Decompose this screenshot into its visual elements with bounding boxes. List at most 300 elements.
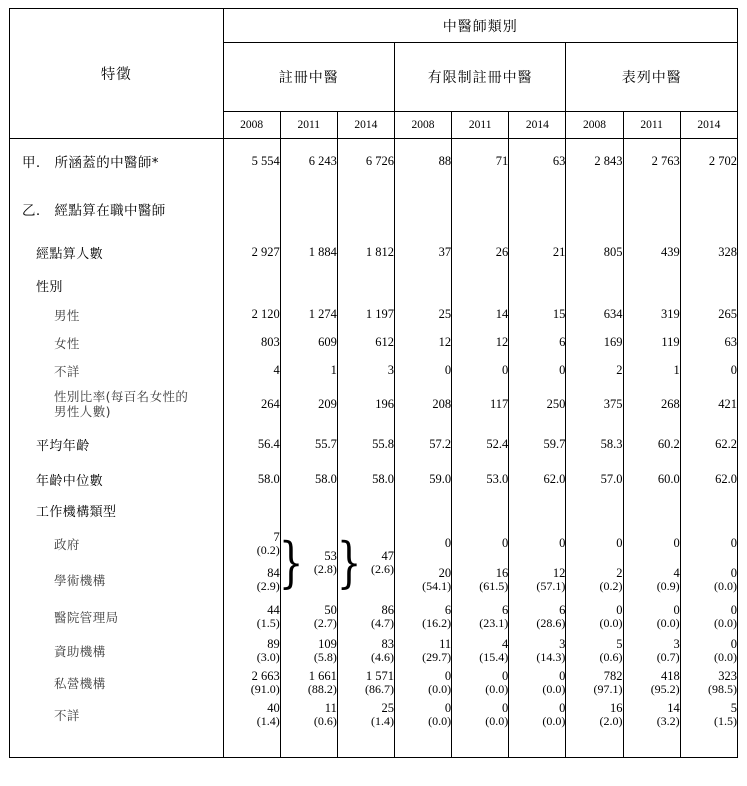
- cell-value: 196: [375, 397, 394, 412]
- row-label-inst-hospital-authority: 醫院管理局: [10, 599, 224, 635]
- footer-spacer-cell: [10, 731, 224, 758]
- table-row: [10, 425, 738, 465]
- header-row-super: [10, 9, 738, 43]
- cell-value: 0: [730, 536, 737, 551]
- table-row: [10, 301, 738, 329]
- table-row: [10, 465, 738, 495]
- cell-value: 0: [559, 536, 566, 551]
- cell-value: 6 243: [308, 153, 337, 168]
- cell-value: 62.2: [715, 437, 737, 452]
- table-footer-spacer: [10, 731, 738, 758]
- cell-value: 6: [444, 602, 452, 617]
- table-row: [10, 699, 738, 731]
- cell-value: 169: [603, 335, 623, 350]
- table-row: [10, 329, 738, 357]
- cell-inst-academic-c6: [566, 561, 623, 599]
- cell-value: 634: [603, 307, 623, 322]
- cell-inst-private-c1: [280, 667, 337, 699]
- cell-value: 1 661: [308, 668, 337, 683]
- cell-inst-hospital-authority-c3: [394, 599, 451, 635]
- cell-inst-hospital-authority-c2: [337, 599, 394, 635]
- cell-enumerated-count-c5: [509, 235, 566, 271]
- cell-enumerated-count-c4: [452, 235, 509, 271]
- cell-percentage: (2.7): [313, 615, 337, 630]
- cell-value: 612: [375, 335, 394, 350]
- cell-inst-unknown-c6: [566, 699, 623, 731]
- cell-enumerated-practising-c4: [452, 183, 509, 235]
- cell-median-age-c1: [280, 465, 337, 495]
- cell-enumerated-count-c3: [394, 235, 451, 271]
- table-row: [10, 635, 738, 667]
- cell-sex-unknown-c2: [337, 357, 394, 385]
- table-row: [10, 599, 738, 635]
- footer-spacer-cell: [280, 731, 337, 758]
- cell-value: 782: [603, 668, 623, 683]
- cell-value: 803: [260, 335, 280, 350]
- cell-inst-academic-c4: [452, 561, 509, 599]
- cell-value: 16: [610, 700, 623, 715]
- cell-value: 58.0: [314, 472, 337, 487]
- cell-percentage: (16.2): [422, 615, 452, 630]
- cell-percentage: (2.8): [313, 561, 337, 576]
- cell-value: 0: [502, 700, 509, 715]
- cell-value: 0: [502, 536, 509, 551]
- cell-percentage: (4.7): [370, 615, 394, 630]
- header-feature: 特徵: [10, 9, 224, 139]
- cell-sex-unknown-c3: [394, 357, 451, 385]
- cell-percentage: (0.2): [256, 542, 280, 557]
- cell-value: 60.2: [657, 437, 680, 452]
- row-label-sex-male: 男性: [10, 301, 224, 329]
- cell-percentage: (3.0): [256, 649, 280, 664]
- cell-sex-female-c2: [337, 329, 394, 357]
- cell-value: 1 274: [308, 307, 337, 322]
- cell-inst-academic-c8: [680, 561, 737, 599]
- cell-value: 1 812: [365, 245, 394, 260]
- cell-sex-ratio-c6: [566, 385, 623, 425]
- cell-sex-heading-c0: [223, 271, 280, 301]
- cell-institution-heading-c4: [452, 495, 509, 527]
- footer-spacer-cell: [337, 731, 394, 758]
- row-label-mean-age: 平均年齡: [10, 425, 224, 465]
- cell-value: 323: [718, 668, 737, 683]
- cell-value: 60.0: [657, 472, 680, 487]
- cell-value: 12: [438, 335, 452, 350]
- cell-value: 609: [318, 335, 337, 350]
- row-label-covered-practitioners: 甲. 所涵蓋的中醫師*: [10, 139, 224, 183]
- cell-percentage: (0.0): [714, 649, 737, 664]
- cell-sex-ratio-c5: [509, 385, 566, 425]
- cell-percentage: (0.6): [599, 649, 623, 664]
- table-row: [10, 357, 738, 385]
- cell-value: 6: [559, 602, 566, 617]
- cell-sex-female-c4: [452, 329, 509, 357]
- brace-values: [314, 549, 337, 576]
- cell-value: 16: [495, 565, 509, 580]
- cell-inst-unknown-c1: [280, 699, 337, 731]
- cell-sex-ratio-c7: [623, 385, 680, 425]
- cell-value: 50: [324, 602, 337, 617]
- cell-value: 63: [724, 335, 737, 350]
- cell-value: 0: [502, 668, 509, 683]
- cell-institution-heading-c0: [223, 495, 280, 527]
- cell-covered-practitioners-c8: [680, 139, 737, 183]
- footer-spacer-cell: [680, 731, 737, 758]
- cell-inst-hospital-authority-c7: [623, 599, 680, 635]
- cell-percentage: (0.0): [656, 615, 680, 630]
- cell-value: 59.7: [543, 437, 566, 452]
- table-header: [10, 9, 738, 139]
- cell-median-age-c3: [394, 465, 451, 495]
- cell-value: 418: [660, 668, 680, 683]
- cell-percentage: (1.4): [256, 713, 280, 728]
- cell-inst-subvented-c0: [223, 635, 280, 667]
- cell-value: 14: [495, 307, 509, 322]
- cell-value: 88: [438, 153, 452, 168]
- cell-mean-age-c1: [280, 425, 337, 465]
- cell-percentage: (4.6): [370, 649, 394, 664]
- cell-value: 84: [267, 565, 280, 580]
- cell-percentage: (0.0): [485, 681, 509, 696]
- cell-sex-unknown-c5: [509, 357, 566, 385]
- cell-inst-private-c6: [566, 667, 623, 699]
- cell-percentage: (0.6): [313, 713, 337, 728]
- cell-percentage: (2.0): [599, 713, 623, 728]
- cell-inst-subvented-c8: [680, 635, 737, 667]
- cell-sex-heading-c4: [452, 271, 509, 301]
- cell-value: 1: [330, 363, 337, 378]
- cell-institution-heading-c6: [566, 495, 623, 527]
- cell-value: 44: [267, 602, 280, 617]
- cell-value: 0: [444, 363, 452, 378]
- brace-registered-2014: [337, 527, 394, 599]
- cell-inst-private-c5: [509, 667, 566, 699]
- cell-inst-hospital-authority-c4: [452, 599, 509, 635]
- cell-percentage: (2.6): [370, 561, 394, 576]
- cell-covered-practitioners-c7: [623, 139, 680, 183]
- cell-value: 57.0: [600, 472, 623, 487]
- cell-value: 37: [438, 245, 452, 260]
- cell-percentage: (0.0): [714, 615, 737, 630]
- cell-value: 0: [559, 363, 566, 378]
- cell-institution-heading-c3: [394, 495, 451, 527]
- cell-enumerated-count-c8: [680, 235, 737, 271]
- cell-value: 2 120: [251, 307, 280, 322]
- cell-value: 328: [718, 245, 737, 260]
- cell-percentage: (0.0): [485, 713, 509, 728]
- cell-sex-female-c0: [223, 329, 280, 357]
- cell-sex-female-c7: [623, 329, 680, 357]
- brace-registered-2011: [280, 527, 337, 599]
- cell-inst-academic-c3: [394, 561, 451, 599]
- cell-inst-private-c3: [394, 667, 451, 699]
- cell-value: 2: [616, 565, 623, 580]
- cell-value: 119: [661, 335, 680, 350]
- cell-covered-practitioners-c1: [280, 139, 337, 183]
- cell-value: 6 726: [365, 153, 394, 168]
- cell-sex-unknown-c4: [452, 357, 509, 385]
- header-year-reg-2008: 2008: [223, 112, 280, 139]
- row-label-inst-private: 私營機構: [10, 667, 224, 699]
- cell-inst-unknown-c0: [223, 699, 280, 731]
- cell-inst-government-c4: [452, 527, 509, 561]
- table-row: [10, 667, 738, 699]
- cell-value: 53.0: [486, 472, 509, 487]
- cell-enumerated-practising-c3: [394, 183, 451, 235]
- brace-icon: }: [336, 530, 362, 594]
- cell-value: 250: [546, 397, 566, 412]
- cell-enumerated-practising-c1: [280, 183, 337, 235]
- cell-value: 0: [559, 668, 566, 683]
- cell-covered-practitioners-c6: [566, 139, 623, 183]
- cell-percentage: (95.2): [650, 681, 680, 696]
- row-label-sex-heading: 性別: [10, 271, 224, 301]
- cell-percentage: (28.6): [536, 615, 566, 630]
- header-year-lst-2008: 2008: [566, 112, 623, 139]
- cell-sex-heading-c7: [623, 271, 680, 301]
- cell-sex-male-c3: [394, 301, 451, 329]
- cell-value: 1 884: [308, 245, 337, 260]
- cell-median-age-c5: [509, 465, 566, 495]
- cell-mean-age-c0: [223, 425, 280, 465]
- table-row: [10, 271, 738, 301]
- cell-mean-age-c6: [566, 425, 623, 465]
- cell-percentage: (54.1): [422, 578, 452, 593]
- cell-inst-hospital-authority-c8: [680, 599, 737, 635]
- cell-inst-private-c7: [623, 667, 680, 699]
- cell-sex-male-c1: [280, 301, 337, 329]
- cell-value: 52.4: [486, 437, 509, 452]
- cell-percentage: (57.1): [536, 578, 566, 593]
- cell-institution-heading-c8: [680, 495, 737, 527]
- cell-inst-hospital-authority-c1: [280, 599, 337, 635]
- cell-value: 63: [552, 153, 566, 168]
- row-label-inst-unknown: 不詳: [10, 699, 224, 731]
- cell-percentage: (0.0): [714, 578, 737, 593]
- header-year-lim-2011: 2011: [452, 112, 509, 139]
- cell-value: 2 763: [651, 153, 680, 168]
- row-label-sex-unknown: 不詳: [10, 357, 224, 385]
- row-label-enumerated-count: 經點算人數: [10, 235, 224, 271]
- header-year-reg-2011: 2011: [280, 112, 337, 139]
- cell-value: 2 843: [594, 153, 623, 168]
- brace-values: [371, 549, 394, 576]
- cell-percentage: (86.7): [364, 681, 394, 696]
- cell-value: 268: [660, 397, 680, 412]
- cell-sex-male-c2: [337, 301, 394, 329]
- cell-percentage: (2.9): [256, 578, 280, 593]
- cell-value: 7: [273, 529, 280, 544]
- cell-sex-ratio-c1: [280, 385, 337, 425]
- cell-value: 0: [730, 602, 737, 617]
- cell-sex-female-c3: [394, 329, 451, 357]
- cell-percentage: (5.8): [313, 649, 337, 664]
- table-row: [10, 139, 738, 183]
- footer-spacer-cell: [623, 731, 680, 758]
- cell-institution-heading-c7: [623, 495, 680, 527]
- cell-value: 375: [603, 397, 623, 412]
- cell-value: 2 663: [251, 668, 280, 683]
- cell-sex-ratio-c3: [394, 385, 451, 425]
- footer-spacer-cell: [452, 731, 509, 758]
- cell-sex-heading-c2: [337, 271, 394, 301]
- cell-sex-heading-c6: [566, 271, 623, 301]
- cell-enumerated-practising-c2: [337, 183, 394, 235]
- row-label-inst-subvented: 資助機構: [10, 635, 224, 667]
- row-label-enumerated-practising: 乙. 經點算在職中醫師: [10, 183, 224, 235]
- cell-sex-female-c1: [280, 329, 337, 357]
- row-label-median-age: 年齡中位數: [10, 465, 224, 495]
- cell-value: 20: [438, 565, 452, 580]
- cell-value: 0: [730, 636, 737, 651]
- cell-percentage: (88.2): [307, 681, 337, 696]
- cell-sex-unknown-c8: [680, 357, 737, 385]
- header-year-lim-2014: 2014: [509, 112, 566, 139]
- cell-value: 62.0: [715, 472, 737, 487]
- tcm-practitioner-table: [9, 8, 738, 758]
- cell-value: 15: [552, 307, 566, 322]
- cell-enumerated-count-c0: [223, 235, 280, 271]
- table-row: [10, 495, 738, 527]
- cell-inst-subvented-c4: [452, 635, 509, 667]
- cell-value: 117: [489, 397, 509, 412]
- cell-sex-unknown-c7: [623, 357, 680, 385]
- cell-value: 1 571: [365, 668, 394, 683]
- cell-value: 86: [381, 602, 394, 617]
- cell-covered-practitioners-c3: [394, 139, 451, 183]
- cell-value: 0: [559, 700, 566, 715]
- cell-value: 0: [616, 602, 623, 617]
- cell-value: 53: [324, 548, 337, 563]
- cell-median-age-c8: [680, 465, 737, 495]
- cell-percentage: (0.0): [542, 681, 566, 696]
- cell-percentage: (15.4): [479, 649, 509, 664]
- footer-spacer-cell: [223, 731, 280, 758]
- cell-value: 25: [381, 700, 394, 715]
- cell-median-age-c0: [223, 465, 280, 495]
- cell-percentage: (0.9): [656, 578, 680, 593]
- cell-inst-subvented-c1: [280, 635, 337, 667]
- header-year-lst-2011: 2011: [623, 112, 680, 139]
- cell-value: 2: [616, 363, 623, 378]
- cell-value: 57.2: [429, 437, 452, 452]
- cell-value: 5: [730, 700, 737, 715]
- header-group-registered: 註冊中醫: [223, 43, 394, 112]
- cell-value: 11: [439, 636, 452, 651]
- cell-value: 805: [603, 245, 623, 260]
- cell-covered-practitioners-c0: [223, 139, 280, 183]
- cell-sex-male-c7: [623, 301, 680, 329]
- cell-mean-age-c5: [509, 425, 566, 465]
- header-super-category: 中醫師類別: [223, 9, 737, 43]
- cell-percentage: (0.0): [428, 713, 452, 728]
- cell-value: 59.0: [429, 472, 452, 487]
- cell-enumerated-practising-c6: [566, 183, 623, 235]
- cell-enumerated-practising-c7: [623, 183, 680, 235]
- cell-value: 421: [718, 397, 737, 412]
- cell-sex-female-c5: [509, 329, 566, 357]
- cell-percentage: (0.0): [542, 713, 566, 728]
- footer-spacer-cell: [509, 731, 566, 758]
- cell-percentage: (0.0): [428, 681, 452, 696]
- row-label-institution-heading: 工作機構類型: [10, 495, 224, 527]
- cell-value: 62.0: [543, 472, 566, 487]
- cell-percentage: (91.0): [250, 681, 280, 696]
- cell-inst-private-c0: [223, 667, 280, 699]
- cell-value: 208: [432, 397, 452, 412]
- header-group-listed: 表列中醫: [566, 43, 738, 112]
- cell-sex-female-c6: [566, 329, 623, 357]
- cell-sex-ratio-c0: [223, 385, 280, 425]
- cell-sex-male-c8: [680, 301, 737, 329]
- cell-inst-government-c6: [566, 527, 623, 561]
- cell-enumerated-practising-c5: [509, 183, 566, 235]
- cell-inst-unknown-c4: [452, 699, 509, 731]
- cell-covered-practitioners-c2: [337, 139, 394, 183]
- cell-value: 319: [660, 307, 680, 322]
- cell-percentage: (1.5): [714, 713, 737, 728]
- cell-value: 0: [730, 363, 737, 378]
- cell-percentage: (1.4): [370, 713, 394, 728]
- cell-value: 4: [673, 565, 680, 580]
- cell-inst-subvented-c7: [623, 635, 680, 667]
- cell-enumerated-count-c6: [566, 235, 623, 271]
- cell-value: 71: [495, 153, 509, 168]
- cell-sex-heading-c1: [280, 271, 337, 301]
- cell-percentage: (0.0): [599, 615, 623, 630]
- cell-value: 6: [559, 335, 566, 350]
- cell-sex-unknown-c6: [566, 357, 623, 385]
- cell-median-age-c7: [623, 465, 680, 495]
- cell-inst-hospital-authority-c6: [566, 599, 623, 635]
- footer-spacer-cell: [566, 731, 623, 758]
- cell-inst-academic-c7: [623, 561, 680, 599]
- header-year-lst-2014: 2014: [680, 112, 737, 139]
- footer-spacer-cell: [394, 731, 451, 758]
- cell-inst-government-c7: [623, 527, 680, 561]
- row-label-text: 性別比率(每百名女性的 男性人數): [54, 388, 189, 419]
- cell-value: 6: [502, 602, 509, 617]
- cell-enumerated-practising-c0: [223, 183, 280, 235]
- cell-median-age-c2: [337, 465, 394, 495]
- cell-value: 12: [552, 565, 566, 580]
- cell-value: 47: [381, 548, 394, 563]
- cell-enumerated-count-c7: [623, 235, 680, 271]
- cell-value: 0: [673, 602, 680, 617]
- cell-enumerated-count-c1: [280, 235, 337, 271]
- cell-mean-age-c4: [452, 425, 509, 465]
- cell-sex-male-c5: [509, 301, 566, 329]
- cell-enumerated-practising-c8: [680, 183, 737, 235]
- cell-mean-age-c7: [623, 425, 680, 465]
- cell-percentage: (98.5): [708, 681, 737, 696]
- table-body: [10, 139, 738, 758]
- cell-inst-private-c8: [680, 667, 737, 699]
- cell-inst-academic-c5: [509, 561, 566, 599]
- cell-inst-unknown-c2: [337, 699, 394, 731]
- cell-value: 58.3: [600, 437, 623, 452]
- cell-percentage: (1.5): [256, 615, 280, 630]
- table-row: [10, 527, 738, 561]
- cell-percentage: (3.2): [656, 713, 680, 728]
- cell-value: 83: [381, 636, 394, 651]
- cell-value: 0: [730, 565, 737, 580]
- cell-value: 25: [438, 307, 452, 322]
- cell-covered-practitioners-c5: [509, 139, 566, 183]
- cell-value: 3: [559, 636, 566, 651]
- cell-sex-ratio-c8: [680, 385, 737, 425]
- cell-enumerated-count-c2: [337, 235, 394, 271]
